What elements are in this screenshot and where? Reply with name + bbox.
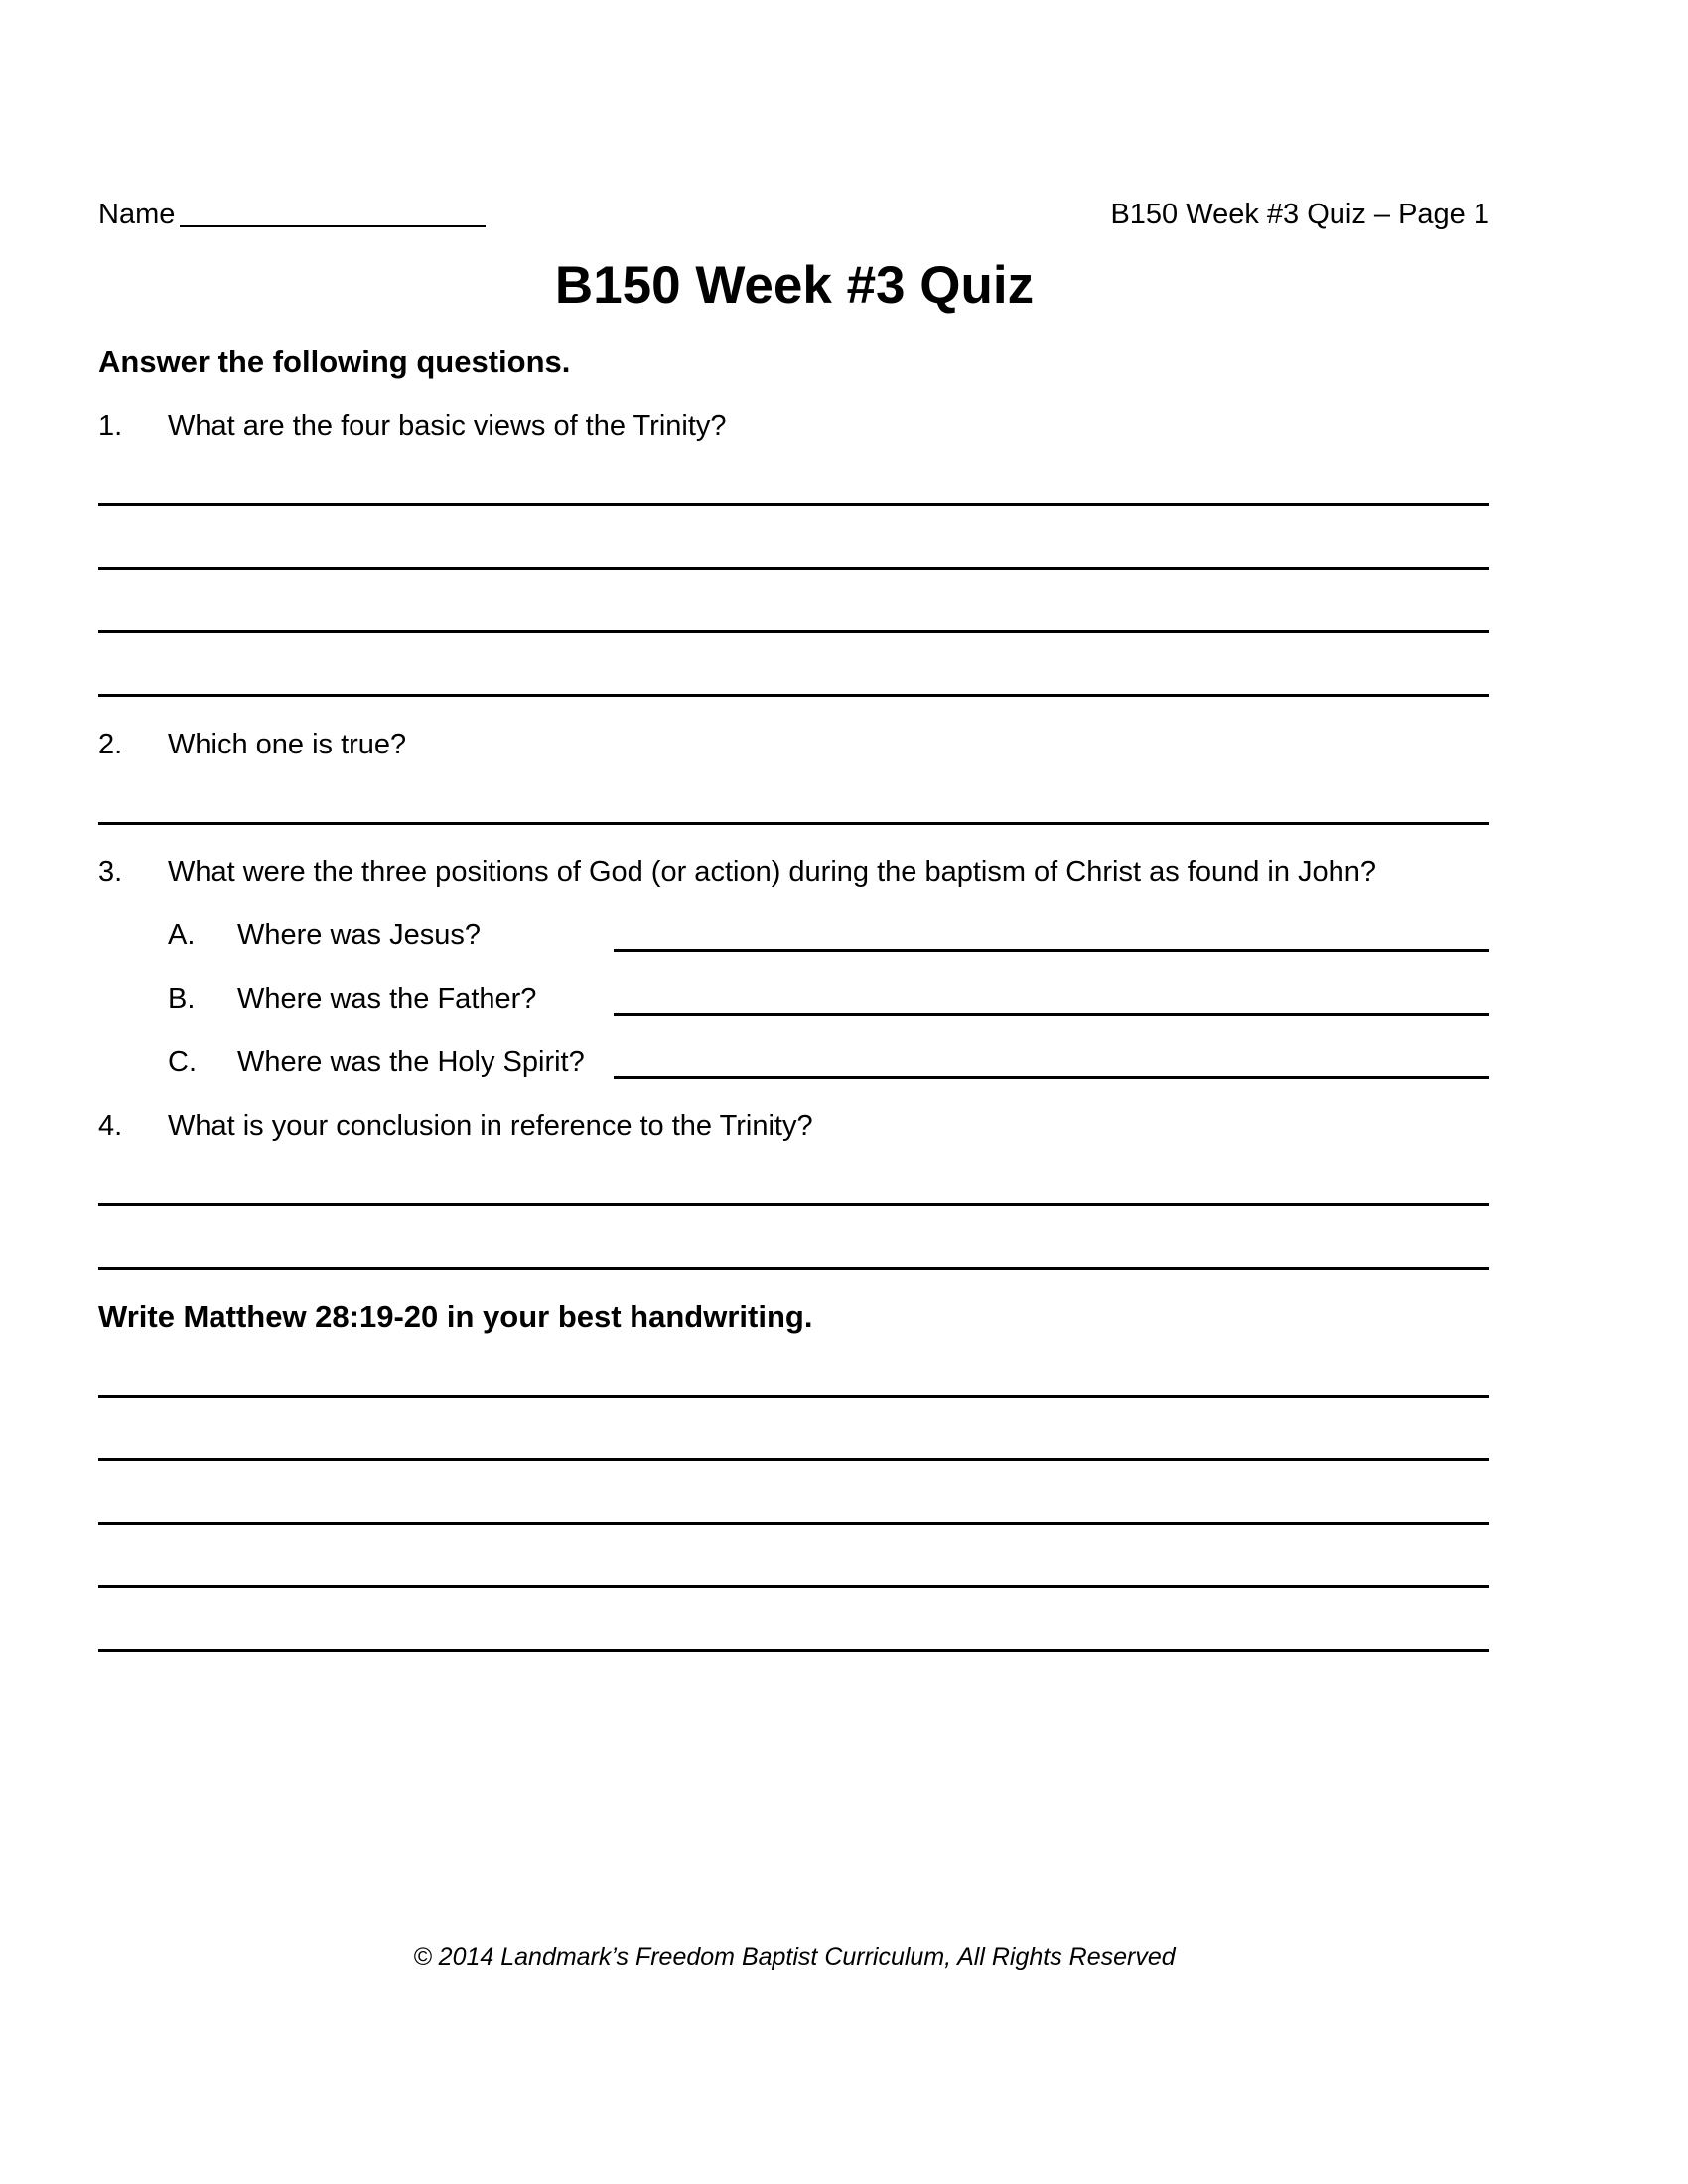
handwriting-line-1[interactable] bbox=[98, 1395, 1489, 1398]
question-4-text: What is your conclusion in reference to the Trinity? bbox=[168, 1110, 813, 1142]
answer-line-q4-2[interactable] bbox=[98, 1267, 1489, 1270]
question-3a-text: Where was Jesus? bbox=[237, 919, 481, 951]
answer-line-q3b[interactable] bbox=[614, 1013, 1489, 1016]
question-3-text: What were the three positions of God (or action) during the baptism of Christ as found in John? bbox=[168, 856, 1377, 887]
handwriting-line-2[interactable] bbox=[98, 1458, 1489, 1461]
answer-line-q1-2[interactable] bbox=[98, 567, 1489, 570]
answer-line-q1-4[interactable] bbox=[98, 694, 1489, 697]
handwriting-line-5[interactable] bbox=[98, 1649, 1489, 1652]
question-3a-letter: A. bbox=[168, 919, 196, 951]
name-input[interactable] bbox=[180, 225, 486, 227]
answer-line-q1-1[interactable] bbox=[98, 503, 1489, 506]
question-3c-text: Where was the Holy Spirit? bbox=[237, 1046, 585, 1078]
handwriting-line-3[interactable] bbox=[98, 1522, 1489, 1525]
handwriting-heading: Write Matthew 28:19-20 in your best handwriting. bbox=[98, 1299, 813, 1334]
page-title: B150 Week #3 Quiz bbox=[554, 256, 1035, 315]
answer-line-q3c[interactable] bbox=[614, 1076, 1489, 1079]
answer-line-q3a[interactable] bbox=[614, 949, 1489, 952]
question-2-text: Which one is true? bbox=[168, 729, 407, 760]
question-3b-text: Where was the Father? bbox=[237, 983, 537, 1015]
answer-line-q2[interactable] bbox=[98, 822, 1489, 825]
name-label: Name bbox=[98, 199, 176, 230]
page-label: B150 Week #3 Quiz – Page 1 bbox=[1110, 199, 1489, 230]
copyright-footer: © 2014 Landmark’s Freedom Baptist Curriculum, All Rights Reserved bbox=[413, 1943, 1176, 1971]
question-3-number: 3. bbox=[98, 856, 123, 887]
question-3b-letter: B. bbox=[168, 983, 196, 1015]
question-1-text: What are the four basic views of the Trinity? bbox=[168, 410, 727, 442]
question-2-number: 2. bbox=[98, 729, 123, 760]
question-4-number: 4. bbox=[98, 1110, 123, 1142]
question-1-number: 1. bbox=[98, 410, 123, 442]
instruction-heading: Answer the following questions. bbox=[98, 344, 571, 379]
question-3c-letter: C. bbox=[168, 1046, 197, 1078]
handwriting-line-4[interactable] bbox=[98, 1585, 1489, 1588]
answer-line-q1-3[interactable] bbox=[98, 630, 1489, 633]
answer-line-q4-1[interactable] bbox=[98, 1203, 1489, 1206]
